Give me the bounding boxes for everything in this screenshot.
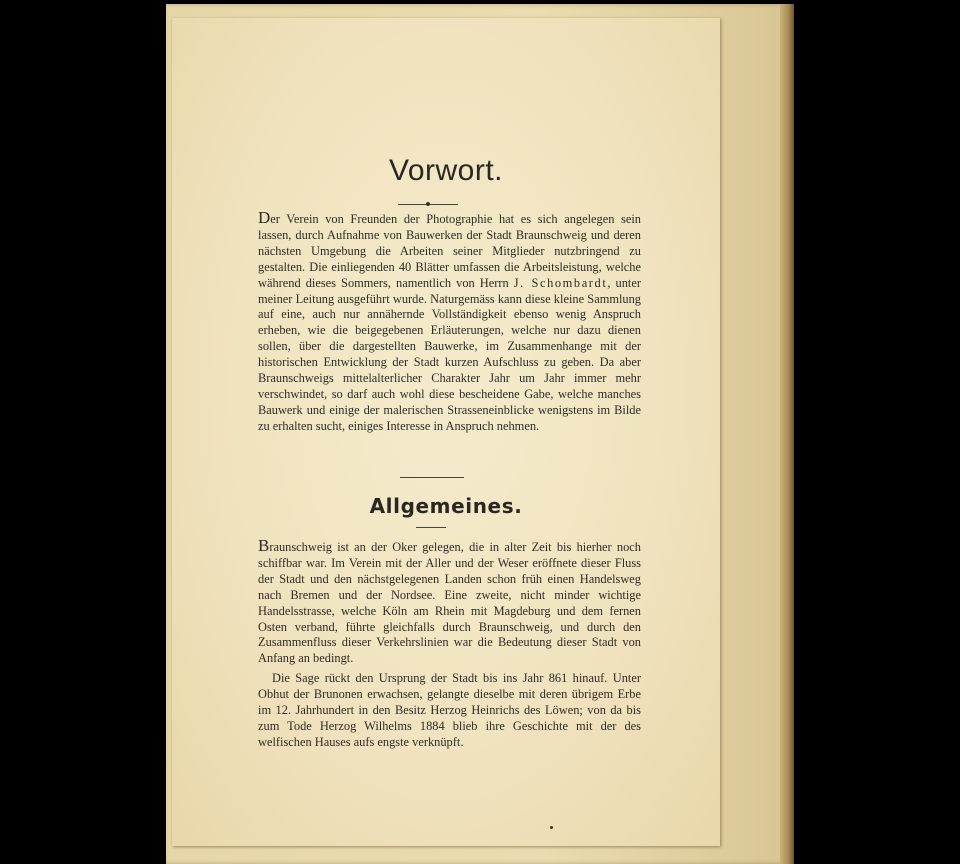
paragraph-allgemeines-1 (258, 536, 641, 667)
heading-underline (416, 527, 446, 528)
paragraph-vorwort (258, 208, 641, 435)
section-divider (400, 477, 464, 478)
paragraph-allgemeines-2: Die Sage rückt den Ursprung der Stadt bis ins Jahr 861 hinauf. Unter Obhut der Brunonen erwachsen, gelangte dieselbe mit deren übrigem Erbe im 12. Jahrhundert in den Besitz Herzog Heinrichs des Löwen; von da bis zum Tode Herzog Wilhelms 1884 blieb ihre Geschichte mit der des welfischen Hauses aufs engste verknüpft. (258, 671, 641, 749)
paragraph-text: er Verein von Freunden der Photographie hat es sich angelegen sein lassen, durch Aufnahme von Bauwerken der Stadt Braunschweig und deren nächsten Umgebung die Arbeiten seiner Mitglieder nutzbringend zu gestalten. Die einliegenden 40 Blätter umfassen die Arbeitsleistung, welche während dieses Sommers, namentlich von Herrn (258, 212, 641, 290)
person-name: J. Schombardt (513, 275, 608, 290)
paragraph-text: raunschweig ist an der Oker gelegen, die in alter Zeit bis hierher noch schiffbar war. Im Verein mit der Aller und der Weser eröffnete dieser Fluss der Stadt und den nächstgelegenen Landen schon früh einen Handelsweg nach Bremen und der Nordsee. Eine zweite, nicht minder wichtige Handelsstrasse, welche Köln am Rhein mit Magdeburg und dem fernen Osten verband, führte gleichfalls durch Braunschweig, und durch den Zusammenfluss dieser Verkehrslinien war die Bedeutung dieser Stadt von Anfang an bedingt. (258, 540, 641, 666)
dropcap: B (258, 536, 270, 555)
paper-speck (550, 826, 553, 829)
section-title-vorwort: Vorwort. (388, 154, 504, 187)
title-ornament-dot (426, 202, 430, 206)
document-page (172, 18, 720, 846)
book-edge (780, 4, 794, 864)
section-title-allgemeines: Allgemeines. (369, 494, 523, 518)
dropcap: D (258, 208, 271, 227)
paragraph-text-cont: , unter meiner Leitung ausgeführt wurde. Naturgemäss kann diese kleine Sammlung auf eine, auch nur annähernde Vollständigkeit ebenso wenig Anspruch erheben, wie die beigegebenen Erläuterungen, welche nur dazu dienen sollen, über die dargestellten Bauwerke, im Zusammenhange mit der historischen Entwicklung der Stadt kurzen Aufschluss zu geben. Da aber Braunschweigs mittelalterlicher Charakter Jahr um Jahr immer mehr verschwindet, so darf auch wohl diese bescheidene Gabe, welche manches Bauwerk und einige der malerischen Strasseneinblicke wenigstens im Bilde zu erhalten sucht, einiges Interesse in Anspruch nehmen. (258, 275, 641, 433)
